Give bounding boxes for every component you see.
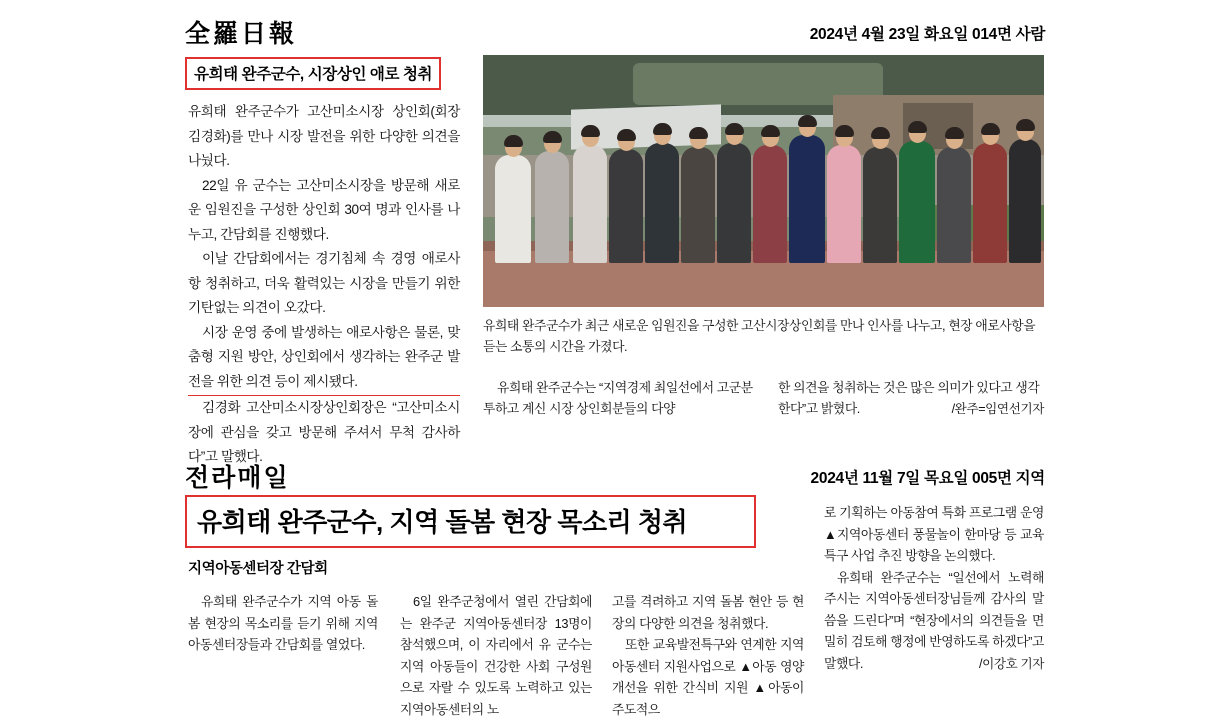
photo-caption-top: 유희태 완주군수가 최근 새로운 임원진을 구성한 고산시장상인회를 만나 인사를 나누고, 현장 애로사항을 듣는 소통의 시간을 가졌다. bbox=[483, 318, 1036, 354]
article-bottom-column-4 bbox=[824, 502, 1044, 674]
person-hair bbox=[543, 131, 562, 143]
person-hair bbox=[981, 123, 1000, 135]
headline-box-top bbox=[185, 57, 441, 90]
person-hair bbox=[871, 127, 890, 139]
subheadline-bottom: 지역아동센터장 간담회 bbox=[188, 561, 328, 577]
person-hair bbox=[761, 125, 780, 137]
article-top-quote-left: 유희태 완주군수는 “지역경제 최일선에서 고군분투하고 계신 시장 상인회분들의 다양 bbox=[483, 380, 753, 416]
paragraph-highlighted: 시장 운영 중에 발생하는 애로사항은 물론, 맞춤형 지원 방안, 상인회에서 생각하는 완주군 발전을 위한 의견 등이 제시됐다. bbox=[188, 321, 460, 397]
person bbox=[645, 143, 679, 263]
person bbox=[681, 147, 715, 263]
person-hair bbox=[689, 127, 708, 139]
paragraph: 유희태 완주군수가 고산미소시장 상인회(회장 김경화)를 만나 시장 발전을 위한 다양한 의견을 나눴다. bbox=[188, 104, 460, 168]
article-bottom-column-1 bbox=[188, 591, 378, 656]
article-bottom-column-2 bbox=[400, 591, 592, 720]
paragraph: 고를 격려하고 지역 돌봄 현안 등 현장의 다양한 의견을 청취했다. bbox=[612, 594, 804, 631]
person-hair bbox=[617, 129, 636, 141]
person-hair bbox=[908, 121, 927, 133]
person bbox=[899, 141, 935, 263]
headline-top: 유희태 완주군수, 시장상인 애로 청취 bbox=[194, 66, 433, 83]
paragraph: 유희태 완주군수가 지역 아동 돌봄 현장의 목소리를 듣기 위해 지역아동센터장들과 간담회를 열었다. bbox=[188, 594, 378, 652]
person-hair bbox=[798, 115, 817, 127]
paragraph: 또한 교육발전특구와 연계한 지역아동센터 지원사업으로 ▲아동 영양개선을 위한 간식비 지원 ▲아동이 주도적으 bbox=[612, 637, 804, 717]
article-bottom-column-3 bbox=[612, 591, 804, 720]
headline-bottom: 유희태 완주군수, 지역 돌봄 현장 목소리 청취 bbox=[197, 507, 688, 537]
person bbox=[609, 149, 643, 263]
person bbox=[863, 147, 897, 263]
person-hair bbox=[653, 123, 672, 135]
person-hair bbox=[945, 127, 964, 139]
byline-top: /완주=임연선기자 bbox=[951, 402, 1044, 416]
person bbox=[827, 145, 861, 263]
person bbox=[937, 147, 971, 263]
person bbox=[1009, 139, 1041, 263]
headline-box-bottom bbox=[185, 495, 756, 548]
person bbox=[717, 143, 751, 263]
masthead-jeolla-maeil: 전라매일 bbox=[185, 463, 290, 492]
article-top-quote-right: 한 의견을 청취하는 것은 많은 의미가 있다고 생각한다”고 밝혔다. bbox=[778, 380, 1040, 416]
dateline-top: 2024년 4월 23일 화요일 014면 사람 bbox=[809, 26, 1045, 43]
person bbox=[753, 145, 787, 263]
dateline-bottom: 2024년 11월 7일 목요일 005면 지역 bbox=[810, 470, 1045, 487]
paragraph: 22일 유 군수는 고산미소시장을 방문해 새로운 임원진을 구성한 상인회 30여 명과 인사를 나누고, 간담회를 진행했다. bbox=[188, 177, 460, 242]
person bbox=[973, 143, 1007, 263]
person bbox=[573, 145, 607, 263]
paragraph: 로 기획하는 아동참여 특화 프로그램 운영 ▲지역아동센터 풍물놀이 한마당 등 교육특구 사업 추진 방향을 논의했다. bbox=[824, 505, 1044, 563]
paragraph: 이날 간담회에서는 경기침체 속 경영 애로사항 청취하고, 더욱 활력있는 시장을 만들기 위한 기탄없는 의견이 오갔다. bbox=[188, 251, 460, 315]
person-hair bbox=[835, 125, 854, 137]
person-hair bbox=[581, 125, 600, 137]
person bbox=[535, 151, 569, 263]
paragraph: 6일 완주군청에서 열린 간담회에는 완주군 지역아동센터장 13명이 참석했으며, 이 자리에서 유 군수는 지역 아동들이 건강한 사회 구성원으로 자랄 수 있도록 노력하고 있는 지역아동센터의 노 bbox=[400, 594, 592, 717]
article-bottom bbox=[0, 440, 1230, 717]
person bbox=[495, 155, 531, 263]
article-top-body bbox=[188, 100, 460, 470]
masthead-jeolla-ilbo: 全羅日報 bbox=[185, 19, 298, 48]
paragraph: 유희태 완주군수는 “일선에서 노력해 주시는 지역아동센터장님들께 감사의 말씀을 드린다”며 “현장에서의 의견들을 면밀히 검토해 행정에 반영하도록 하겠다”고 말했다. bbox=[824, 569, 1044, 671]
photo-group-at-market bbox=[483, 55, 1044, 307]
byline-bottom: /이강호 기자 bbox=[978, 657, 1044, 671]
person-hair bbox=[725, 123, 744, 135]
person-mayor bbox=[789, 135, 825, 263]
paragraph: 김경화 고산미소시장상인회장은 “고산미소시장에 관심을 갖고 방문해 주셔서 무척 감사하다”고 말했다. bbox=[188, 400, 460, 464]
person-hair bbox=[504, 135, 523, 147]
person-hair bbox=[1016, 119, 1035, 131]
